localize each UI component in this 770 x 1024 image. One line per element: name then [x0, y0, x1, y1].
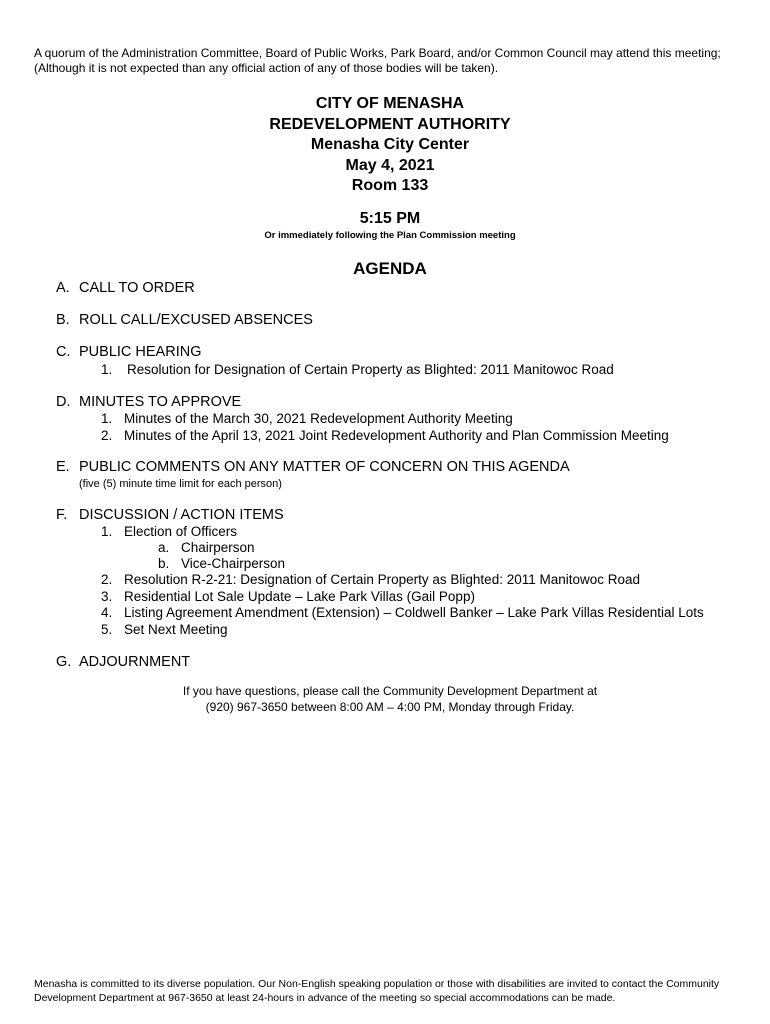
section-letter: A. [56, 280, 70, 296]
item-text: Listing Agreement Amendment (Extension) – Coldwell Banker – Lake Park Villas Residential Lots [124, 605, 704, 620]
sub-list-item [158, 540, 255, 557]
section-title: ADJOURNMENT [79, 654, 191, 670]
item-number: 1. [101, 524, 113, 539]
section-call-to-order [56, 279, 195, 297]
item-text: Resolution R-2-21: Designation of Certain Property as Blighted: 2011 Manitowoc Road [124, 572, 641, 587]
section-letter: E. [56, 459, 70, 475]
item-text: Election of Officers [124, 524, 238, 539]
list-item [101, 589, 475, 606]
item-letter: a. [158, 540, 170, 555]
list-item [101, 411, 513, 428]
list-item [101, 572, 640, 589]
item-text: Residential Lot Sale Update – Lake Park Villas (Gail Popp) [124, 589, 475, 604]
section-letter: G. [56, 654, 72, 670]
item-letter: b. [158, 556, 170, 571]
header-authority: REDEVELOPMENT AUTHORITY [269, 115, 511, 133]
section-adjournment [56, 653, 190, 671]
item-number: 3. [101, 589, 113, 604]
time-limit-note: (five (5) minute time limit for each person) [79, 478, 282, 490]
section-title: MINUTES TO APPROVE [79, 394, 242, 410]
meeting-time: 5:15 PM [359, 210, 421, 227]
section-letter: C. [56, 344, 71, 360]
header-date: May 4, 2021 [345, 156, 435, 174]
section-title: ROLL CALL/EXCUSED ABSENCES [79, 312, 313, 328]
item-number: 2. [101, 572, 113, 587]
section-public-hearing [56, 343, 201, 361]
item-text: Minutes of the April 13, 2021 Joint Redevelopment Authority and Plan Commission Meeting [124, 428, 669, 443]
quorum-notice: A quorum of the Administration Committee, Board of Public Works, Park Board, and/or Common Council may attend this meeting; (Although it is not expected than any official action of any of those bodies will be taken). [34, 46, 721, 75]
list-item [101, 605, 704, 622]
section-roll-call [56, 311, 313, 329]
section-letter: B. [56, 312, 70, 328]
meeting-header [0, 94, 770, 197]
section-title: CALL TO ORDER [79, 280, 195, 296]
section-title: PUBLIC COMMENTS ON ANY MATTER OF CONCERN ON THIS AGENDA [79, 459, 570, 475]
item-text: Minutes of the March 30, 2021 Redevelopment Authority Meeting [124, 411, 513, 426]
item-number: 4. [101, 605, 113, 620]
header-room: Room 133 [351, 177, 429, 194]
section-title: DISCUSSION / ACTION ITEMS [79, 507, 284, 523]
section-discussion [56, 506, 284, 524]
agenda-title: AGENDA [353, 259, 427, 278]
section-letter: F. [56, 507, 68, 523]
item-number: 5. [101, 622, 113, 637]
sub-list-item [158, 556, 285, 573]
contact-info [0, 683, 770, 715]
list-item [101, 524, 237, 541]
item-text: Set Next Meeting [124, 622, 228, 637]
section-public-comments [56, 458, 570, 476]
list-item [101, 428, 669, 445]
contact-line-1: If you have questions, please call the Community Development Department at [182, 684, 598, 698]
accessibility-footer: Menasha is committed to its diverse population. Our Non-English speaking population or those with disabilities are invited to contact the Community Development Department at 967-3650 at least 24-hours in advance of the meeting so special accommodations can be made. [34, 978, 720, 1004]
item-text: Resolution for Designation of Certain Property as Blighted: 2011 Manitowoc Road [127, 362, 614, 377]
contact-line-2: (920) 967-3650 between 8:00 AM – 4:00 PM, Monday through Friday. [205, 700, 575, 714]
item-number: 1. [101, 362, 113, 377]
header-location: Menasha City Center [310, 136, 470, 153]
item-number: 2. [101, 428, 113, 443]
item-text: Vice-Chairperson [181, 556, 286, 571]
header-city: CITY OF MENASHA [315, 95, 465, 112]
item-text: Chairperson [181, 540, 255, 555]
meeting-time-note: Or immediately following the Plan Commission meeting [264, 230, 516, 241]
section-minutes [56, 393, 241, 411]
section-letter: D. [56, 394, 71, 410]
list-item [101, 362, 614, 379]
list-item [101, 622, 228, 639]
section-title: PUBLIC HEARING [79, 344, 202, 360]
item-number: 1. [101, 411, 113, 426]
